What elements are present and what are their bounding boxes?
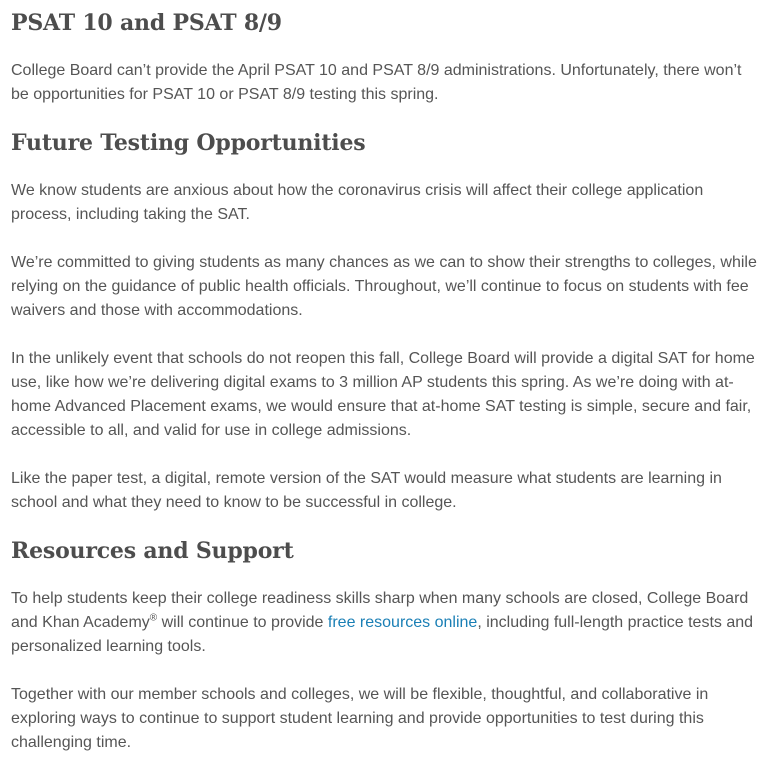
resources-text-middle: will continue to provide [157,614,328,631]
paragraph-psat-cancellation: College Board can’t provide the April PSAT 10 and PSAT 8/9 administrations. Unfortunately, there won’t be opportunities for PSAT 10 or PSAT 8/9 testing this spring. [11,62,742,103]
paragraph-digital-sat: In the unlikely event that schools do not reopen this fall, College Board will provide a digital SAT for home use, like how we’re delivering digital exams to 3 million AP students this spring. As we’re doing with at-home Advanced Placement exams, we would ensure that at-home SAT testing is simple, secure and fair, accessible to all, and valid for use in college admissions. [11,350,755,439]
paragraph-closing: Together with our member schools and colleges, we will be flexible, thoughtful, and collaborative in exploring ways to continue to support student learning and provide opportunities to test during this challenging time. [11,686,709,751]
section-heading-resources: Resources and Support [11,538,294,564]
resources-text-start: To help students keep their college readiness skills sharp when many schools are closed, College Board and Khan Academy [11,590,749,631]
section-heading-future-testing: Future Testing Opportunities [11,130,366,156]
section-heading-psat: PSAT 10 and PSAT 8/9 [11,10,282,36]
registered-mark: ® [149,612,158,624]
resources-text-end: , including full-length practice tests and personalized learning tools. [11,614,754,655]
paragraph-resources [11,587,760,659]
paragraph-remote-version: Like the paper test, a digital, remote version of the SAT would measure what students are learning in school and what they need to know to be successful in college. [11,470,722,511]
paragraph-committed: We’re committed to giving students as many chances as we can to show their strengths to colleges, while relying on the guidance of public health officials. Throughout, we’ll continue to focus on students with fee waivers and those with accommodations. [11,254,757,319]
paragraph-students-anxious: We know students are anxious about how the coronavirus crisis will affect their college application process, including taking the SAT. [11,182,704,223]
free-resources-link[interactable]: free resources online [327,614,478,631]
